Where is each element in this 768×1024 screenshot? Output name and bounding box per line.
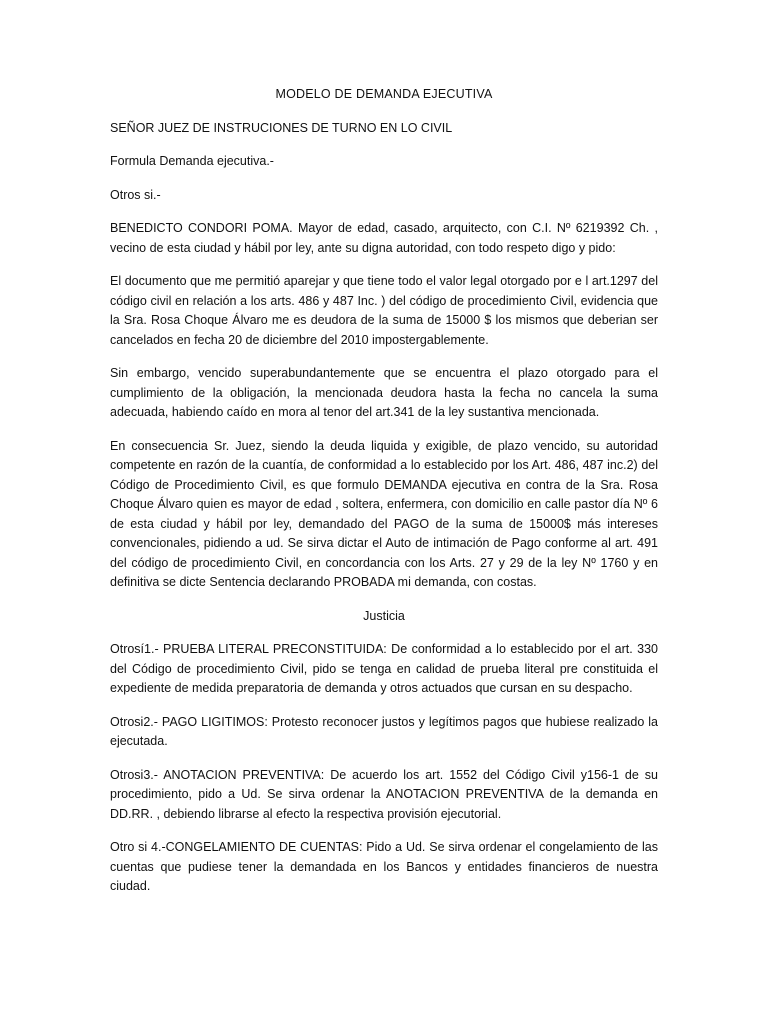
- otros-si-line: Otros si.-: [110, 187, 161, 202]
- otrosi-1: Otrosí1.- PRUEBA LITERAL PRECONSTITUIDA: De conformidad a lo establecido por el art. 330 del Código de procedimiento Civil, pido se tenga en calidad de prueba literal pre constituida el expediente de medida preparatoria de demanda y otros actuados que cursan en su despacho.: [110, 642, 658, 695]
- formula-line: Formula Demanda ejecutiva.-: [110, 154, 274, 168]
- paragraph-demand: En consecuencia Sr. Juez, siendo la deuda liquida y exigible, de plazo vencido, su autoridad competente en razón de la cuantía, de conformidad a lo establecido por los Art. 486, 487 inc.2) del Código de Procedimiento Civil, es que formulo DEMANDA ejecutiva en contra de la Sra. Rosa Choque Álvaro quien es mayor de edad , soltera, enfermera, con domicilio en calle pastor día Nº 6 de esta ciudad y hábil por ley, demandado del PAGO de la suma de 15000$ más intereses convencionales, pidiendo a ud. Se sirva dictar el Auto de intimación de Pago conforme al art. 491 del código de procedimiento Civil, en concordancia con los Arts. 27 y 29 de la ley Nº 1760 y en definitiva se dicte Sentencia declarando PROBADA mi demanda, con costas.: [110, 438, 658, 589]
- otrosi-2: Otrosi2.- PAGO LIGITIMOS: Protesto reconocer justos y legítimos pagos que hubiese realizado la ejecutada.: [110, 714, 658, 748]
- document-body: [110, 85, 658, 911]
- otrosi-4: Otro si 4.-CONGELAMIENTO DE CUENTAS: Pido a Ud. Se sirva ordenar el congelamiento de las cuentas que pudiese tener la demandada en los Bancos y entidades financieros de nuestra ciudad.: [110, 840, 658, 893]
- paragraph-plaintiff: BENEDICTO CONDORI POMA. Mayor de edad, casado, arquitecto, con C.I. Nº 6219392 Ch. , vecino de esta ciudad y hábil por ley, ante su digna autoridad, con todo respeto digo y pido:: [110, 221, 658, 255]
- document-title: MODELO DE DEMANDA EJECUTIVA: [275, 87, 493, 101]
- paragraph-document: El documento que me permitió aparejar y que tiene todo el valor legal otorgado por e l art.1297 del código civil en relación a los arts. 486 y 487 Inc. ) del código de procedimiento Civil, evidencia que la Sra. Rosa Choque Álvaro me es deudora de la suma de 15000 $ los mismos que deberian ser cancelados en fecha 20 de diciembre del 2010 impostergablemente.: [110, 274, 658, 347]
- addressee: SEÑOR JUEZ DE INSTRUCIONES DE TURNO EN LO CIVIL: [110, 120, 453, 135]
- justicia-heading: Justicia: [363, 608, 405, 623]
- paragraph-default: Sin embargo, vencido superabundantemente que se encuentra el plazo otorgado para el cumplimiento de la obligación, la mencionada deudora hasta la fecha no cancela la suma adecuada, habiendo caído en mora al tenor del art.341 de la ley sustantiva mencionada.: [110, 366, 658, 419]
- otrosi-3: Otrosi3.- ANOTACION PREVENTIVA: De acuerdo los art. 1552 del Código Civil y156-1 de su procedimiento, pido a Ud. Se sirva ordenar la ANOTACION PREVENTIVA de la demanda en DD.RR. , debiendo librarse al efecto la respectiva provisión ejecutorial.: [110, 767, 658, 821]
